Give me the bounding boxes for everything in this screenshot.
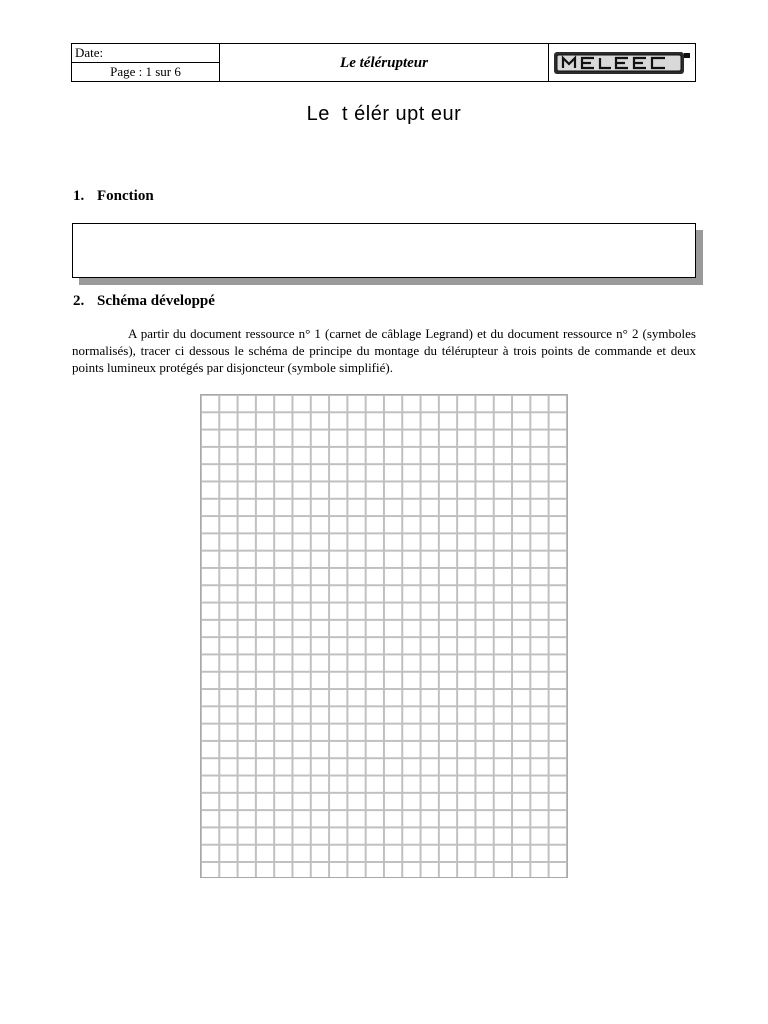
section-number: 1.	[73, 188, 85, 204]
header-meta	[72, 44, 220, 81]
drawing-grid[interactable]	[200, 394, 568, 878]
date-label: Date:	[72, 44, 219, 63]
answer-box-fonction[interactable]	[72, 223, 696, 278]
section-title: Fonction	[97, 188, 154, 204]
meleec-logo	[549, 44, 695, 81]
section-heading-fonction	[73, 188, 154, 205]
header-title: Le télérupteur	[220, 44, 549, 81]
section-heading-schema	[73, 293, 215, 310]
section-title: Schéma développé	[97, 293, 215, 309]
meleec-logo-image	[553, 50, 691, 76]
page-number: Page : 1 sur 6	[110, 64, 181, 79]
instruction-paragraph: A partir du document ressource n° 1 (carnet de câblage Legrand) et du document ressource n° 2 (symboles normalisés), tracer ci dessous le schéma de principe du montage du télérupteur à trois points de commande et deux points lumineux protégés par disjoncteur (symbole simplifié).	[72, 326, 696, 375]
document-title: Le t élér upt eur	[306, 103, 462, 125]
header-table	[71, 43, 696, 82]
section-number: 2.	[73, 293, 85, 309]
